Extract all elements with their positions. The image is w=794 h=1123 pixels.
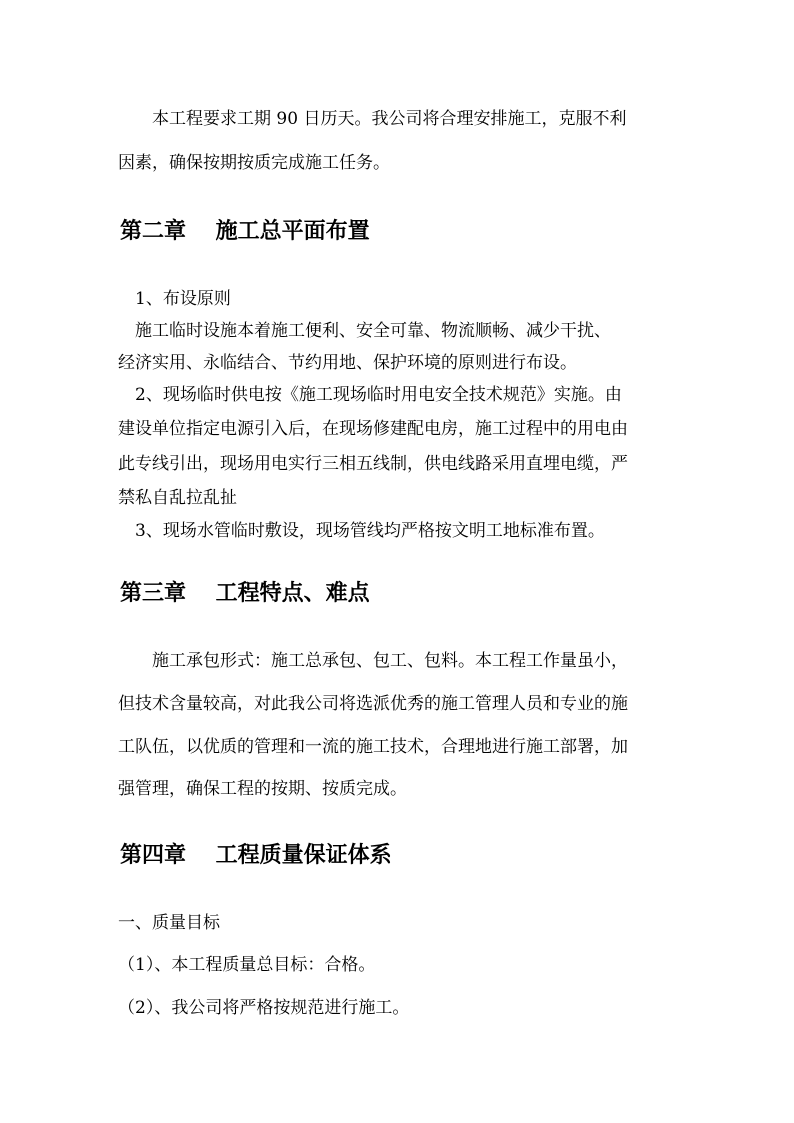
chapter-2-item-1-title: 1、布设原则 (118, 289, 231, 309)
chapter-3-line-2: 但技术含量较高，对此我公司将选派优秀的施工管理人员和专业的施 (118, 694, 628, 714)
chapter-3-line-4: 强管理，确保工程的按期、按质完成。 (118, 779, 407, 799)
chapter-2-item-2-line-3: 此专线引出，现场用电实行三相五线制，供电线路采用直埋电缆，严 (118, 454, 628, 474)
chapter-4-section-1-title: 一、质量目标 (118, 913, 220, 933)
chapter-4-item-1: （1）、本工程质量总目标：合格。 (118, 955, 376, 975)
chapter-3-heading: 第三章 工程特点、难点 (120, 581, 370, 606)
chapter-4-item-2: （2）、我公司将严格按规范进行施工。 (118, 998, 410, 1018)
chapter-3-line-1: 施工承包形式：施工总承包、包工、包料。本工程工作量虽小， (118, 651, 628, 671)
chapter-4-heading: 第四章 工程质量保证体系 (120, 843, 392, 868)
chapter-2-item-3-line-1: 3、现场水管临时敷设，现场管线均严格按文明工地标准布置。 (118, 521, 605, 541)
chapter-2-item-2-line-4: 禁私自乱拉乱扯 (118, 488, 237, 508)
chapter-2-item-1-line-1: 施工临时设施本着施工便利、安全可靠、物流顺畅、减少干扰、 (118, 321, 611, 341)
chapter-2-item-2-line-1: 2、现场临时供电按《施工现场临时用电安全技术规范》实施。由 (118, 385, 622, 405)
chapter-2-item-2-line-2: 建设单位指定电源引入后，在现场修建配电房，施工过程中的用电由 (118, 419, 628, 439)
chapter-2-item-1-line-2: 经济实用、永临结合、节约用地、保护环境的原则进行布设。 (118, 353, 577, 373)
intro-line-2: 因素，确保按期按质完成施工任务。 (118, 153, 390, 173)
intro-line-1: 本工程要求工期 90 日历天。我公司将合理安排施工，克服不利 (118, 109, 627, 129)
chapter-2-heading: 第二章 施工总平面布置 (120, 219, 370, 244)
chapter-3-line-3: 工队伍，以优质的管理和一流的施工技术，合理地进行施工部署，加 (118, 737, 628, 757)
